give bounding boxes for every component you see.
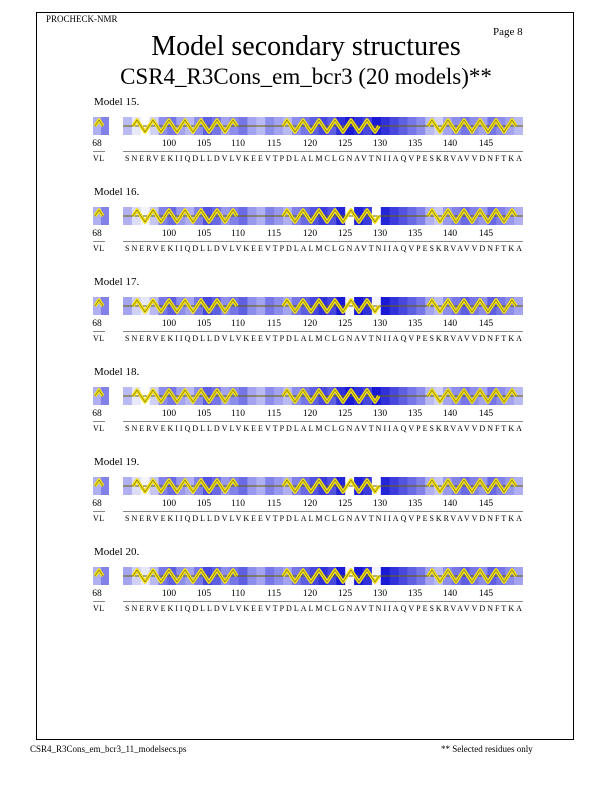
residue-number: 125 xyxy=(337,229,353,239)
residue-number: 130 xyxy=(372,229,388,239)
residue-number: 145 xyxy=(478,409,494,419)
residue-number: 115 xyxy=(267,499,281,509)
residue-number: 125 xyxy=(337,499,353,509)
residue-number: 110 xyxy=(231,319,245,329)
model-block xyxy=(0,456,612,542)
divider xyxy=(93,151,105,152)
residue-number: 110 xyxy=(231,229,245,239)
residue-number: 140 xyxy=(442,499,458,509)
model-block xyxy=(0,366,612,452)
model-block xyxy=(0,96,612,182)
model-block xyxy=(0,546,612,632)
divider xyxy=(123,241,523,242)
sequence: SNERVEKIIQDLLDVLVKEEVTPDLALMCLGNAVTNIIAQVPESKRVAVVDNFTKA xyxy=(125,514,524,523)
residue-number: 145 xyxy=(478,499,494,509)
divider xyxy=(123,511,523,512)
sequence-prefix: VL xyxy=(93,154,105,163)
residue-number: 110 xyxy=(231,139,245,149)
secondary-structure-track xyxy=(93,295,523,317)
divider xyxy=(93,241,105,242)
secondary-structure-track xyxy=(93,115,523,137)
residue-number: 100 xyxy=(161,229,177,239)
residue-number: 130 xyxy=(372,589,388,599)
residue-number: 140 xyxy=(442,589,458,599)
model-label: Model 17. xyxy=(94,276,140,288)
residue-number: 105 xyxy=(196,229,212,239)
model-label: Model 16. xyxy=(94,186,140,198)
sequence: SNERVEKIIQDLLDVLVKEEVTPDLALMCLGNAVTNIIAQVPESKRVAVVDNFTKA xyxy=(125,244,524,253)
residue-number: 135 xyxy=(407,139,423,149)
model-block xyxy=(0,186,612,272)
residue-number: 130 xyxy=(372,409,388,419)
residue-number: 110 xyxy=(231,499,245,509)
page-number: Page 8 xyxy=(493,26,523,38)
residue-number: 68 xyxy=(92,319,102,329)
sequence-prefix: VL xyxy=(93,604,105,613)
residue-number: 115 xyxy=(267,409,281,419)
residue-number: 115 xyxy=(267,589,281,599)
sequence: SNERVEKIIQDLLDVLVKEEVTPDLALMCLGNAVTNIIAQVPESKRVAVVDNFTKA xyxy=(125,334,524,343)
residue-number: 110 xyxy=(231,409,245,419)
residue-number: 100 xyxy=(161,409,177,419)
residue-number: 120 xyxy=(302,229,318,239)
residue-number: 135 xyxy=(407,499,423,509)
residue-number: 100 xyxy=(161,139,177,149)
residue-number: 130 xyxy=(372,139,388,149)
residue-number: 120 xyxy=(302,139,318,149)
sequence: SNERVEKIIQDLLDVLVKEEVTPDLALMCLGNAVTNIIAQVPESKRVAVVDNFTKA xyxy=(125,154,524,163)
page-title: Model secondary structures xyxy=(151,31,461,62)
divider xyxy=(93,331,105,332)
residue-number: 120 xyxy=(302,499,318,509)
residue-number: 105 xyxy=(196,589,212,599)
residue-number: 135 xyxy=(407,409,423,419)
residue-number: 140 xyxy=(442,319,458,329)
residue-number: 100 xyxy=(161,499,177,509)
sequence-prefix: VL xyxy=(93,334,105,343)
secondary-structure-track xyxy=(93,205,523,227)
secondary-structure-track xyxy=(93,385,523,407)
residue-number: 115 xyxy=(267,229,281,239)
page-subtitle: CSR4_R3Cons_em_bcr3 (20 models)** xyxy=(120,64,492,89)
divider xyxy=(93,511,105,512)
residue-number: 68 xyxy=(92,589,102,599)
residue-number: 68 xyxy=(92,409,102,419)
divider xyxy=(123,151,523,152)
residue-number: 105 xyxy=(196,319,212,329)
residue-number: 130 xyxy=(372,319,388,329)
residue-number: 120 xyxy=(302,589,318,599)
divider xyxy=(123,601,523,602)
residue-number: 100 xyxy=(161,319,177,329)
sequence: SNERVEKIIQDLLDVLVKEEVTPDLALMCLGNAVTNIIAQVPESKRVAVVDNFTKA xyxy=(125,424,524,433)
residue-number: 140 xyxy=(442,409,458,419)
residue-number: 135 xyxy=(407,229,423,239)
residue-number: 105 xyxy=(196,499,212,509)
model-label: Model 19. xyxy=(94,456,140,468)
secondary-structure-track xyxy=(93,475,523,497)
sequence: SNERVEKIIQDLLDVLVKEEVTPDLALMCLGNAVTNIIAQVPESKRVAVVDNFTKA xyxy=(125,604,524,613)
residue-number: 145 xyxy=(478,229,494,239)
residue-number: 115 xyxy=(267,319,281,329)
residue-number: 105 xyxy=(196,409,212,419)
sequence-prefix: VL xyxy=(93,244,105,253)
residue-number: 120 xyxy=(302,319,318,329)
residue-number: 135 xyxy=(407,589,423,599)
sequence-prefix: VL xyxy=(93,424,105,433)
residue-number: 145 xyxy=(478,139,494,149)
residue-number: 105 xyxy=(196,139,212,149)
divider xyxy=(93,421,105,422)
residue-number: 140 xyxy=(442,229,458,239)
model-label: Model 20. xyxy=(94,546,140,558)
model-label: Model 18. xyxy=(94,366,140,378)
divider xyxy=(123,421,523,422)
footer-filename: CSR4_R3Cons_em_bcr3_11_modelsecs.ps xyxy=(30,744,187,754)
residue-number: 135 xyxy=(407,319,423,329)
residue-number: 68 xyxy=(92,139,102,149)
residue-number: 100 xyxy=(161,589,177,599)
model-label: Model 15. xyxy=(94,96,140,108)
divider xyxy=(93,601,105,602)
secondary-structure-track xyxy=(93,565,523,587)
residue-number: 125 xyxy=(337,139,353,149)
residue-number: 120 xyxy=(302,409,318,419)
program-name: PROCHECK-NMR xyxy=(46,14,118,24)
residue-number: 110 xyxy=(231,589,245,599)
residue-number: 115 xyxy=(267,139,281,149)
residue-number: 125 xyxy=(337,589,353,599)
divider xyxy=(123,331,523,332)
residue-number: 125 xyxy=(337,409,353,419)
residue-number: 68 xyxy=(92,229,102,239)
model-block xyxy=(0,276,612,362)
sequence-prefix: VL xyxy=(93,514,105,523)
residue-number: 125 xyxy=(337,319,353,329)
residue-number: 140 xyxy=(442,139,458,149)
footer-note: ** Selected residues only xyxy=(441,744,533,754)
residue-number: 145 xyxy=(478,319,494,329)
residue-number: 130 xyxy=(372,499,388,509)
residue-number: 68 xyxy=(92,499,102,509)
residue-number: 145 xyxy=(478,589,494,599)
